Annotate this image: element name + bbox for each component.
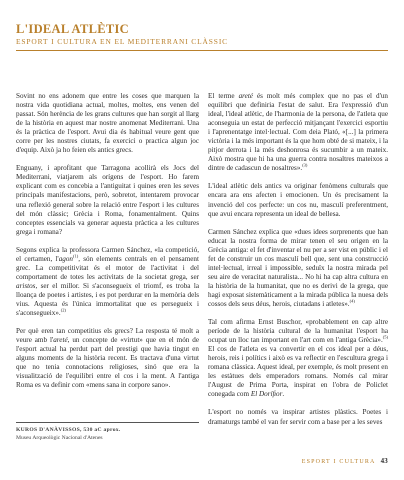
paragraph: Tal com afirma Ernst Buschor, «probablement en cap altre període de la història cultural de la humanitat l'esport ha ocupat un lloc tan important en l'art com en l'antiga Grècia».$^{(5)}$ El cos de l'atleta es va convertir en el cos ideal per a déus, herois, reis i polítics i això es va reflectir en l'escultura grega i romana clàssica. Aquest ideal, per exemple, és molt present en les estàtues dels emperadors romans. Només cal mirar l'August de Prima Porta, inspirat en l'obra de Policlet conegada com El Doríﬁor. [208,318,388,399]
footnote-ref: (1) [73,253,79,259]
caption-location: Museu Arqueològic Nacional d'Atenes [16,435,103,441]
section-subtitle: ESPORT I CULTURA EN EL MEDITERRANI CLÀSSIC [16,37,229,46]
paragraph: Sovint no ens adonem que entre les coses que marquen la nostra vida quotidiana actual, moltes, moltes, ens venen del passat. Són herència de les grans cultures que han sorgit al llarg de la història en aquest mar nostre anomenat Mediterrani. Una és la pràctica de l'esport. Avui dia és habitual veure gent que corre per les nostres ciutats, fa exercici o practica algun joc d'equip. Això ja ho feien els antics grecs. [16,92,199,155]
paragraph: El terme areté és molt més complex que no pas el d'un equilibri que definiria l'estat de salut. Era l'expressió d'un ideal, l'ideal atlètic, de l'harmonia de la persona, de l'atleta que aconseguia un estat de perfecció mitjançant l'exercici esportiu i l'aprenentatge intel·lectual. Com deia Plató, «[...] la primera victòria i la més important és la que hom obté de si mateix, i la pitjor derrota i la més deshonrosa és sucumbir a un mateix. Això mostra que hi ha una guerra contra nosaltres mateixos a dintre de cadascun de nosaltres».$^{(3)}$ [208,92,389,173]
footnote-ref: (5) [382,334,388,340]
footnote-ref: (3) [302,163,308,168]
paragraph: L'ideal atlètic dels antics va originar fenòmens culturals que encara ara ens afecten i emocionen. Un és precisament la invenció del cos perfecte: un cos nu, masculí preferentment, que avui encara representa un ideal de bellesa. [208,182,388,218]
page-header [16,22,388,47]
page-number: 43 [380,457,388,465]
image-caption [16,422,199,442]
caption-title: KUROS D'ANÀVISSOS, 530 aC aprox. [16,427,121,433]
page-footer [302,457,388,465]
footnote-ref: (4) [349,298,355,304]
footnote-ref: (2) [60,307,66,313]
section-title: L'IDEAL ATLÈTIC [16,22,129,36]
paragraph: Segons explica la professora Carmen Sánchez, «la competició, el certamen, l'agon$^{(1)}$, són elements centrals en el pensament grec. La competitivitat és el motor de l'activitat i del comportament de totes les activitats de la societat grega, ser aristos, ser el millor. Si s'aconsegueix el triomf, es troba la lloança de poetes i artistes, i es pot perdurar en la memòria dels vius. Aquesta és l'única immortalitat que es persegueix i s'aconsegueix».$^{(2)}$ [16,245,199,318]
paragraph: Enguany, i aprofitant que Tarragona acollirà els Jocs del Mediterrani, viatjarem als orígens de l'esport. Ho farem explicant com es concebia a l'antiguitat i quines eren les seves principals manifestacions, però, sobretot, intentarem provocar una reflexió general sobre la relació entre l'esport i les cultures del món clàssic; Grècia i Roma, fonamentalment. Quins conceptes essencials va generar aquesta pràctica a les cultures grega i romana? [16,164,199,236]
footer-section: ESPORT I CULTURA [301,459,376,465]
right-column [208,92,388,436]
header-rule [16,50,388,51]
paragraph: Carmen Sánchez explica que «dues idees sorprenents que han educat la nostra forma de mirar tenen el seu origen en la Grècia antiga: el fet d'inventar el nu per a ser vist en públic i el fet de construir un cos masculí bell que, sent una construcció intel·lectual, irreal i impossible, seduïx la nostra mirada pel seu aire de veracitat naturalista... No hi ha cap altra cultura en la història de la humanitat, que no es derivi de la grega, que hagi exposat sistemàticament a la mirada pública la nuesa dels cossos dels seus déus, herois, ciutadans i atletes».$^{(4)}$ [208,227,388,308]
paragraph: L'esport no només va inspirar artistes plàstics. Poetes i dramaturgs també el van fer servir com a base per a les seves [208,408,388,426]
left-column [16,92,199,399]
paragraph: Per què eren tan competitius els grecs? La resposta té molt a veure amb l'areté, un concepte de «virtut» que en el món de l'esport actual ha perdut part del prestigi que havia tingut en alguns moments de la història recent. Es tractava d'una virtut que no tenia connotacions religioses, sinó que era la visualització de l'equilibri entre el cos i la ment. A l'antiga Roma es va definir com «mens sana in corpore sano». [16,327,199,390]
